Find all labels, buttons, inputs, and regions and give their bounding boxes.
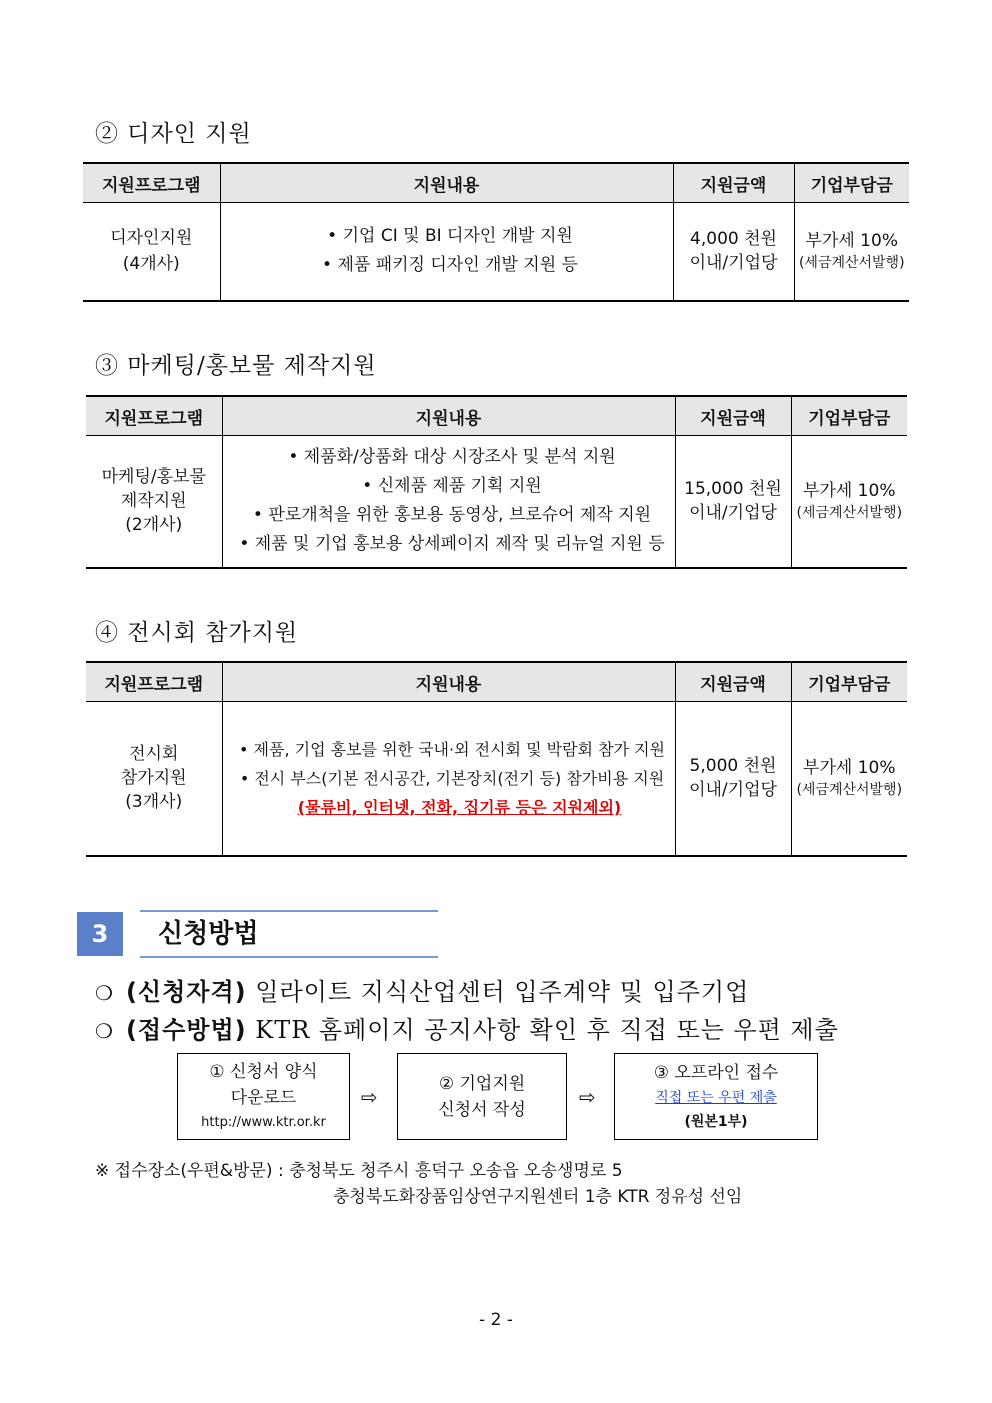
section-number-badge: 3 <box>77 912 123 956</box>
header-burden: 기업부담금 <box>794 163 909 203</box>
amount-unit: 이내/기업당 <box>689 780 777 801</box>
header-amount: 지원금액 <box>675 396 791 436</box>
step-title: ① 신청서 양식 <box>209 1061 318 1082</box>
amount-cell <box>675 436 791 568</box>
step-title: ② 기업지원 <box>438 1073 526 1094</box>
content-cell <box>222 702 675 856</box>
bullet-mark: ❍ <box>95 981 114 1005</box>
section-title-design: ② 디자인 지원 <box>95 121 252 147</box>
header-program: 지원프로그램 <box>86 396 222 436</box>
burden-note: (세금계산서발행) <box>798 255 905 272</box>
note-line: ※ 접수장소(우편&방문) : 충청북도 청주시 흥덕구 오송읍 오송생명로 5 <box>95 1161 623 1181</box>
list-item: • 제품, 기업 홍보를 위한 국내·외 전시회 및 박람회 참가 지원 <box>231 735 674 764</box>
step-url: http://www.ktr.or.kr <box>201 1114 326 1130</box>
bullet-submission <box>95 1010 839 1045</box>
step-write-box <box>397 1053 567 1140</box>
amount-cell <box>675 702 791 856</box>
header-burden: 기업부담금 <box>791 662 907 702</box>
program-count: (3개사) <box>125 792 183 813</box>
list-item: • 제품 패키징 디자인 개발 지원 등 <box>229 251 672 280</box>
marketing-support-table <box>86 395 907 569</box>
bullet-text: 일라이트 지식산업센터 입주계약 및 입주기업 <box>255 978 750 1006</box>
step-desc: 직접 또는 우편 제출 <box>655 1089 777 1106</box>
list-item: • 신제품 제품 기획 지원 <box>231 472 674 501</box>
list-item: • 제품 및 기업 홍보용 상세페이지 제작 및 리뉴얼 지원 등 <box>231 530 674 559</box>
header-amount: 지원금액 <box>673 163 794 203</box>
amount-value: 4,000 천원 <box>690 229 777 250</box>
program-count: (2개사) <box>125 515 183 536</box>
header-program: 지원프로그램 <box>86 662 222 702</box>
burden-cell <box>791 436 907 568</box>
list-item: • 판로개척을 위한 홍보용 동영상, 브로슈어 제작 지원 <box>231 501 674 530</box>
submission-location-note <box>95 1158 742 1210</box>
section-title-marketing: ③ 마케팅/홍보물 제작지원 <box>95 353 377 379</box>
list-item: • 전시 부스(기본 전시공간, 기본장치(전기 등) 참가비용 지원 <box>231 764 674 793</box>
note-line: 충청북도화장품임상연구지원센터 1층 KTR 정유성 선임 <box>333 1187 743 1207</box>
amount-value: 5,000 천원 <box>689 756 777 777</box>
step-download-box <box>177 1053 350 1140</box>
amount-value: 15,000 천원 <box>684 479 782 500</box>
content-cell <box>222 436 675 568</box>
program-name: 전시회 <box>129 744 179 765</box>
bullet-mark: ❍ <box>95 1019 114 1043</box>
section-title-exhibition: ④ 전시회 참가지원 <box>95 620 299 646</box>
design-support-table <box>83 162 909 302</box>
amount-unit: 이내/기업당 <box>689 503 777 524</box>
amount-unit: 이내/기업당 <box>689 253 778 274</box>
step-submit-box <box>614 1053 818 1140</box>
burden-note: (세금계산서발행) <box>796 505 903 522</box>
content-cell <box>220 203 673 301</box>
amount-cell <box>673 203 794 301</box>
header-content: 지원내용 <box>220 163 673 203</box>
program-name-2: 제작지원 <box>120 491 187 512</box>
exhibition-support-table <box>86 661 907 857</box>
step-note: (원본1부) <box>684 1113 748 1130</box>
arrow-right-icon: ⇨ <box>579 1085 596 1109</box>
header-content: 지원내용 <box>222 396 675 436</box>
bullet-text: KTR 홈페이지 공지사항 확인 후 직접 또는 우편 제출 <box>255 1016 839 1044</box>
section-title-apply: 신청방법 <box>140 910 438 958</box>
program-name: 디자인지원 <box>110 228 193 249</box>
list-item: • 기업 CI 및 BI 디자인 개발 지원 <box>229 222 672 251</box>
burden-value: 부가세 10% <box>803 758 896 779</box>
program-cell <box>83 203 220 301</box>
burden-cell <box>794 203 909 301</box>
bullet-eligibility <box>95 972 749 1007</box>
bullet-label: (접수방법) <box>125 1016 247 1044</box>
program-name-2: 참가지원 <box>120 768 187 789</box>
header-burden: 기업부담금 <box>791 396 907 436</box>
program-count: (4개사) <box>122 254 180 275</box>
list-item: • 제품화/상품화 대상 시장조사 및 분석 지원 <box>231 443 674 472</box>
burden-value: 부가세 10% <box>803 481 896 502</box>
program-name: 마케팅/홍보물 <box>101 467 206 488</box>
bullet-label: (신청자격) <box>125 978 247 1006</box>
header-content: 지원내용 <box>222 662 675 702</box>
arrow-right-icon: ⇨ <box>361 1085 378 1109</box>
program-cell <box>86 702 222 856</box>
burden-cell <box>791 702 907 856</box>
step-desc: 다운로드 <box>230 1087 297 1108</box>
page-number: - 2 - <box>479 1310 513 1330</box>
burden-value: 부가세 10% <box>805 231 898 252</box>
exclusion-note: (물류비, 인터넷, 전화, 집기류 등은 지원제외) <box>297 797 622 817</box>
header-amount: 지원금액 <box>675 662 791 702</box>
step-title: ③ 오프라인 접수 <box>653 1062 779 1083</box>
header-program: 지원프로그램 <box>83 163 220 203</box>
step-desc: 신청서 작성 <box>438 1099 526 1120</box>
program-cell <box>86 436 222 568</box>
burden-note: (세금계산서발행) <box>796 782 903 799</box>
